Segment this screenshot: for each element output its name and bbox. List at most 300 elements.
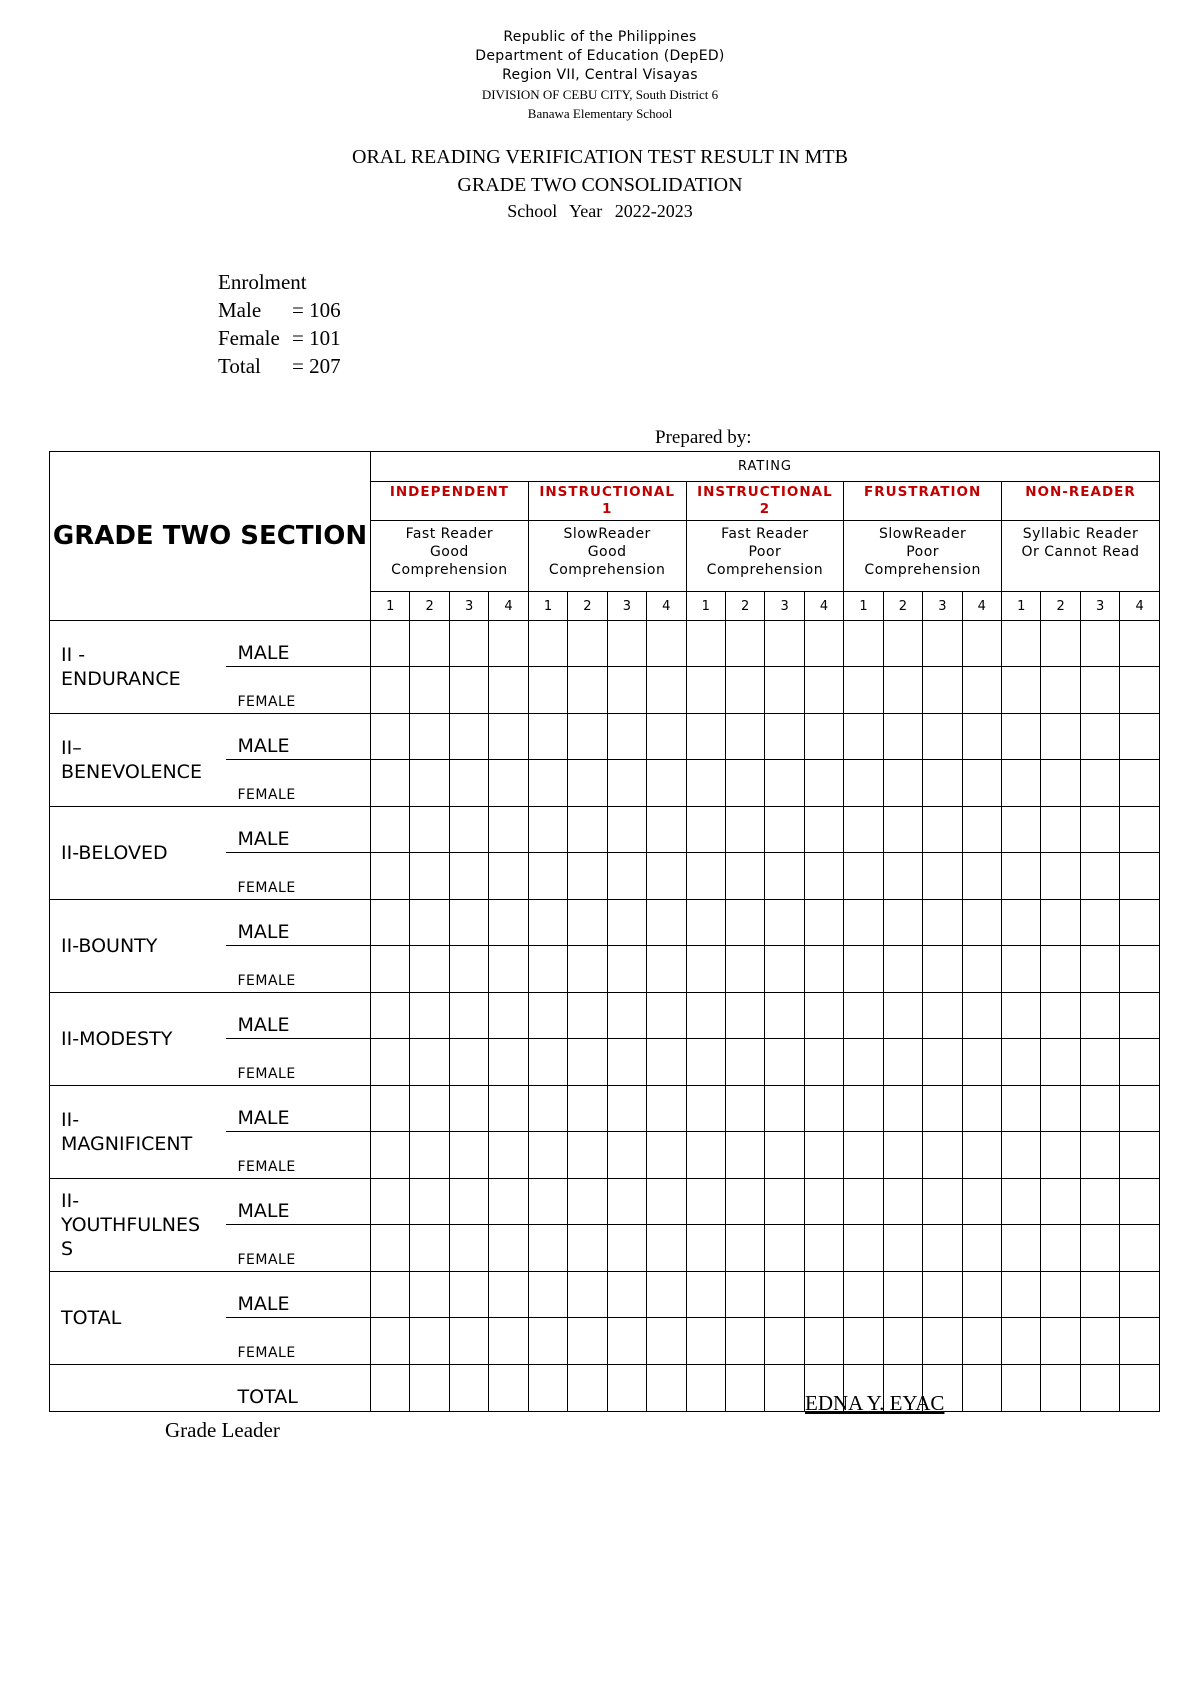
tally-cell[interactable] <box>568 667 607 714</box>
tally-cell[interactable] <box>804 621 843 667</box>
tally-cell[interactable] <box>1120 1132 1160 1179</box>
tally-cell[interactable] <box>883 946 922 993</box>
tally-cell[interactable] <box>489 853 528 900</box>
tally-cell[interactable] <box>883 993 922 1039</box>
tally-cell[interactable] <box>1002 1086 1041 1132</box>
tally-cell[interactable] <box>1080 1039 1119 1086</box>
tally-cell[interactable] <box>883 714 922 760</box>
tally-cell[interactable] <box>449 714 488 760</box>
tally-cell[interactable] <box>962 760 1001 807</box>
tally-cell[interactable] <box>528 1225 567 1272</box>
tally-cell[interactable] <box>371 1272 410 1318</box>
tally-cell[interactable] <box>449 1179 488 1225</box>
tally-cell[interactable] <box>962 900 1001 946</box>
tally-cell[interactable] <box>568 1086 607 1132</box>
tally-cell[interactable] <box>962 946 1001 993</box>
tally-cell[interactable] <box>410 1318 449 1365</box>
tally-cell[interactable] <box>962 1272 1001 1318</box>
tally-cell[interactable] <box>489 993 528 1039</box>
tally-cell[interactable] <box>725 1365 764 1412</box>
tally-cell[interactable] <box>883 667 922 714</box>
tally-cell[interactable] <box>607 807 646 853</box>
tally-cell[interactable] <box>725 1086 764 1132</box>
tally-cell[interactable] <box>568 1365 607 1412</box>
tally-cell[interactable] <box>568 1039 607 1086</box>
tally-cell[interactable] <box>647 621 686 667</box>
tally-cell[interactable] <box>1002 807 1041 853</box>
tally-cell[interactable] <box>1120 1086 1160 1132</box>
tally-cell[interactable] <box>923 946 962 993</box>
tally-cell[interactable] <box>568 807 607 853</box>
tally-cell[interactable] <box>1120 807 1160 853</box>
tally-cell[interactable] <box>489 760 528 807</box>
tally-cell[interactable] <box>607 993 646 1039</box>
tally-cell[interactable] <box>647 1179 686 1225</box>
tally-cell[interactable] <box>1120 714 1160 760</box>
tally-cell[interactable] <box>804 900 843 946</box>
tally-cell[interactable] <box>804 1179 843 1225</box>
tally-cell[interactable] <box>528 714 567 760</box>
tally-cell[interactable] <box>1120 760 1160 807</box>
tally-cell[interactable] <box>371 1132 410 1179</box>
tally-cell[interactable] <box>765 667 804 714</box>
tally-cell[interactable] <box>844 667 883 714</box>
tally-cell[interactable] <box>686 760 725 807</box>
tally-cell[interactable] <box>1041 993 1080 1039</box>
tally-cell[interactable] <box>607 1365 646 1412</box>
tally-cell[interactable] <box>568 760 607 807</box>
tally-cell[interactable] <box>489 1272 528 1318</box>
tally-cell[interactable] <box>962 667 1001 714</box>
tally-cell[interactable] <box>607 760 646 807</box>
tally-cell[interactable] <box>489 1225 528 1272</box>
tally-cell[interactable] <box>1080 1365 1119 1412</box>
tally-cell[interactable] <box>410 621 449 667</box>
tally-cell[interactable] <box>489 1179 528 1225</box>
tally-cell[interactable] <box>410 1086 449 1132</box>
tally-cell[interactable] <box>962 1179 1001 1225</box>
tally-cell[interactable] <box>686 667 725 714</box>
tally-cell[interactable] <box>568 1318 607 1365</box>
tally-cell[interactable] <box>1041 1039 1080 1086</box>
tally-cell[interactable] <box>568 714 607 760</box>
tally-cell[interactable] <box>1080 667 1119 714</box>
tally-cell[interactable] <box>568 900 607 946</box>
tally-cell[interactable] <box>804 807 843 853</box>
tally-cell[interactable] <box>883 760 922 807</box>
tally-cell[interactable] <box>371 714 410 760</box>
tally-cell[interactable] <box>371 1086 410 1132</box>
tally-cell[interactable] <box>1041 853 1080 900</box>
tally-cell[interactable] <box>1120 853 1160 900</box>
tally-cell[interactable] <box>371 1365 410 1412</box>
tally-cell[interactable] <box>844 993 883 1039</box>
tally-cell[interactable] <box>371 1225 410 1272</box>
tally-cell[interactable] <box>1120 946 1160 993</box>
tally-cell[interactable] <box>725 900 764 946</box>
tally-cell[interactable] <box>844 1318 883 1365</box>
tally-cell[interactable] <box>489 807 528 853</box>
tally-cell[interactable] <box>1080 1179 1119 1225</box>
tally-cell[interactable] <box>686 714 725 760</box>
tally-cell[interactable] <box>647 667 686 714</box>
tally-cell[interactable] <box>962 993 1001 1039</box>
tally-cell[interactable] <box>844 1225 883 1272</box>
tally-cell[interactable] <box>449 946 488 993</box>
tally-cell[interactable] <box>725 946 764 993</box>
tally-cell[interactable] <box>371 621 410 667</box>
tally-cell[interactable] <box>765 853 804 900</box>
tally-cell[interactable] <box>923 1039 962 1086</box>
tally-cell[interactable] <box>765 1086 804 1132</box>
tally-cell[interactable] <box>1041 1086 1080 1132</box>
tally-cell[interactable] <box>528 853 567 900</box>
tally-cell[interactable] <box>410 807 449 853</box>
tally-cell[interactable] <box>449 1272 488 1318</box>
tally-cell[interactable] <box>804 1318 843 1365</box>
tally-cell[interactable] <box>725 993 764 1039</box>
tally-cell[interactable] <box>765 760 804 807</box>
tally-cell[interactable] <box>923 1132 962 1179</box>
tally-cell[interactable] <box>489 1039 528 1086</box>
tally-cell[interactable] <box>489 946 528 993</box>
tally-cell[interactable] <box>923 667 962 714</box>
tally-cell[interactable] <box>1080 807 1119 853</box>
tally-cell[interactable] <box>449 1365 488 1412</box>
tally-cell[interactable] <box>568 1179 607 1225</box>
tally-cell[interactable] <box>1002 1318 1041 1365</box>
tally-cell[interactable] <box>725 807 764 853</box>
tally-cell[interactable] <box>607 900 646 946</box>
tally-cell[interactable] <box>410 1039 449 1086</box>
tally-cell[interactable] <box>883 1272 922 1318</box>
tally-cell[interactable] <box>1041 900 1080 946</box>
tally-cell[interactable] <box>489 667 528 714</box>
tally-cell[interactable] <box>1002 1272 1041 1318</box>
tally-cell[interactable] <box>528 1365 567 1412</box>
tally-cell[interactable] <box>1080 993 1119 1039</box>
tally-cell[interactable] <box>686 1086 725 1132</box>
tally-cell[interactable] <box>804 667 843 714</box>
tally-cell[interactable] <box>844 714 883 760</box>
tally-cell[interactable] <box>607 853 646 900</box>
tally-cell[interactable] <box>528 667 567 714</box>
tally-cell[interactable] <box>923 993 962 1039</box>
tally-cell[interactable] <box>844 946 883 993</box>
tally-cell[interactable] <box>607 1272 646 1318</box>
tally-cell[interactable] <box>607 1179 646 1225</box>
tally-cell[interactable] <box>1080 946 1119 993</box>
tally-cell[interactable] <box>1120 1039 1160 1086</box>
tally-cell[interactable] <box>607 1132 646 1179</box>
tally-cell[interactable] <box>449 667 488 714</box>
tally-cell[interactable] <box>607 946 646 993</box>
tally-cell[interactable] <box>410 1365 449 1412</box>
tally-cell[interactable] <box>410 946 449 993</box>
tally-cell[interactable] <box>962 1086 1001 1132</box>
tally-cell[interactable] <box>647 714 686 760</box>
tally-cell[interactable] <box>410 760 449 807</box>
tally-cell[interactable] <box>844 807 883 853</box>
tally-cell[interactable] <box>765 714 804 760</box>
tally-cell[interactable] <box>371 760 410 807</box>
tally-cell[interactable] <box>1002 667 1041 714</box>
tally-cell[interactable] <box>647 1365 686 1412</box>
tally-cell[interactable] <box>607 1318 646 1365</box>
tally-cell[interactable] <box>923 1318 962 1365</box>
tally-cell[interactable] <box>1002 1179 1041 1225</box>
tally-cell[interactable] <box>765 1132 804 1179</box>
tally-cell[interactable] <box>686 621 725 667</box>
tally-cell[interactable] <box>1080 621 1119 667</box>
tally-cell[interactable] <box>449 760 488 807</box>
tally-cell[interactable] <box>765 1365 804 1412</box>
tally-cell[interactable] <box>1002 621 1041 667</box>
tally-cell[interactable] <box>1120 993 1160 1039</box>
tally-cell[interactable] <box>528 1086 567 1132</box>
tally-cell[interactable] <box>923 714 962 760</box>
tally-cell[interactable] <box>410 1225 449 1272</box>
tally-cell[interactable] <box>725 1039 764 1086</box>
tally-cell[interactable] <box>1002 1365 1041 1412</box>
tally-cell[interactable] <box>686 1318 725 1365</box>
tally-cell[interactable] <box>844 1132 883 1179</box>
tally-cell[interactable] <box>410 1179 449 1225</box>
tally-cell[interactable] <box>371 993 410 1039</box>
tally-cell[interactable] <box>1041 1225 1080 1272</box>
tally-cell[interactable] <box>410 714 449 760</box>
tally-cell[interactable] <box>371 667 410 714</box>
tally-cell[interactable] <box>686 993 725 1039</box>
tally-cell[interactable] <box>1120 621 1160 667</box>
tally-cell[interactable] <box>686 853 725 900</box>
tally-cell[interactable] <box>1041 1179 1080 1225</box>
tally-cell[interactable] <box>371 1039 410 1086</box>
tally-cell[interactable] <box>844 853 883 900</box>
tally-cell[interactable] <box>371 853 410 900</box>
tally-cell[interactable] <box>489 1365 528 1412</box>
tally-cell[interactable] <box>449 807 488 853</box>
tally-cell[interactable] <box>923 807 962 853</box>
tally-cell[interactable] <box>410 1132 449 1179</box>
tally-cell[interactable] <box>1041 760 1080 807</box>
tally-cell[interactable] <box>1002 1132 1041 1179</box>
tally-cell[interactable] <box>489 714 528 760</box>
tally-cell[interactable] <box>923 1225 962 1272</box>
tally-cell[interactable] <box>686 1039 725 1086</box>
tally-cell[interactable] <box>528 993 567 1039</box>
tally-cell[interactable] <box>765 1272 804 1318</box>
tally-cell[interactable] <box>1002 714 1041 760</box>
tally-cell[interactable] <box>725 621 764 667</box>
tally-cell[interactable] <box>568 621 607 667</box>
tally-cell[interactable] <box>725 760 764 807</box>
tally-cell[interactable] <box>765 900 804 946</box>
tally-cell[interactable] <box>883 1318 922 1365</box>
tally-cell[interactable] <box>883 1179 922 1225</box>
tally-cell[interactable] <box>568 1132 607 1179</box>
tally-cell[interactable] <box>528 900 567 946</box>
tally-cell[interactable] <box>1120 667 1160 714</box>
tally-cell[interactable] <box>1041 946 1080 993</box>
tally-cell[interactable] <box>410 900 449 946</box>
tally-cell[interactable] <box>725 714 764 760</box>
tally-cell[interactable] <box>883 807 922 853</box>
tally-cell[interactable] <box>765 621 804 667</box>
tally-cell[interactable] <box>1080 760 1119 807</box>
tally-cell[interactable] <box>765 993 804 1039</box>
tally-cell[interactable] <box>962 1318 1001 1365</box>
tally-cell[interactable] <box>883 853 922 900</box>
tally-cell[interactable] <box>804 1272 843 1318</box>
tally-cell[interactable] <box>528 621 567 667</box>
tally-cell[interactable] <box>568 993 607 1039</box>
tally-cell[interactable] <box>528 1272 567 1318</box>
tally-cell[interactable] <box>883 621 922 667</box>
tally-cell[interactable] <box>449 1039 488 1086</box>
tally-cell[interactable] <box>725 1179 764 1225</box>
tally-cell[interactable] <box>1041 1318 1080 1365</box>
tally-cell[interactable] <box>371 946 410 993</box>
tally-cell[interactable] <box>647 853 686 900</box>
tally-cell[interactable] <box>1080 853 1119 900</box>
tally-cell[interactable] <box>568 853 607 900</box>
tally-cell[interactable] <box>1120 1272 1160 1318</box>
tally-cell[interactable] <box>844 760 883 807</box>
tally-cell[interactable] <box>725 1132 764 1179</box>
tally-cell[interactable] <box>962 1225 1001 1272</box>
tally-cell[interactable] <box>449 993 488 1039</box>
tally-cell[interactable] <box>923 1086 962 1132</box>
tally-cell[interactable] <box>449 1225 488 1272</box>
tally-cell[interactable] <box>1002 853 1041 900</box>
tally-cell[interactable] <box>607 1086 646 1132</box>
tally-cell[interactable] <box>844 1179 883 1225</box>
tally-cell[interactable] <box>371 900 410 946</box>
tally-cell[interactable] <box>804 760 843 807</box>
tally-cell[interactable] <box>489 1086 528 1132</box>
tally-cell[interactable] <box>1041 667 1080 714</box>
tally-cell[interactable] <box>1002 1039 1041 1086</box>
tally-cell[interactable] <box>1120 900 1160 946</box>
tally-cell[interactable] <box>765 1225 804 1272</box>
tally-cell[interactable] <box>686 1179 725 1225</box>
tally-cell[interactable] <box>686 1225 725 1272</box>
tally-cell[interactable] <box>844 1086 883 1132</box>
tally-cell[interactable] <box>923 760 962 807</box>
tally-cell[interactable] <box>962 1132 1001 1179</box>
tally-cell[interactable] <box>1002 900 1041 946</box>
tally-cell[interactable] <box>528 1318 567 1365</box>
tally-cell[interactable] <box>528 1179 567 1225</box>
tally-cell[interactable] <box>647 1318 686 1365</box>
tally-cell[interactable] <box>725 667 764 714</box>
tally-cell[interactable] <box>804 946 843 993</box>
tally-cell[interactable] <box>528 760 567 807</box>
tally-cell[interactable] <box>410 853 449 900</box>
tally-cell[interactable] <box>962 807 1001 853</box>
tally-cell[interactable] <box>883 1132 922 1179</box>
tally-cell[interactable] <box>489 1132 528 1179</box>
tally-cell[interactable] <box>371 807 410 853</box>
tally-cell[interactable] <box>1080 1318 1119 1365</box>
tally-cell[interactable] <box>647 760 686 807</box>
tally-cell[interactable] <box>962 1039 1001 1086</box>
tally-cell[interactable] <box>804 853 843 900</box>
tally-cell[interactable] <box>647 946 686 993</box>
tally-cell[interactable] <box>923 853 962 900</box>
tally-cell[interactable] <box>410 1272 449 1318</box>
tally-cell[interactable] <box>647 1132 686 1179</box>
tally-cell[interactable] <box>686 946 725 993</box>
tally-cell[interactable] <box>568 946 607 993</box>
tally-cell[interactable] <box>1080 1132 1119 1179</box>
tally-cell[interactable] <box>1041 1272 1080 1318</box>
tally-cell[interactable] <box>647 993 686 1039</box>
tally-cell[interactable] <box>923 1272 962 1318</box>
tally-cell[interactable] <box>489 1318 528 1365</box>
tally-cell[interactable] <box>923 621 962 667</box>
tally-cell[interactable] <box>1120 1225 1160 1272</box>
tally-cell[interactable] <box>686 1132 725 1179</box>
tally-cell[interactable] <box>804 993 843 1039</box>
tally-cell[interactable] <box>844 1039 883 1086</box>
tally-cell[interactable] <box>647 1039 686 1086</box>
tally-cell[interactable] <box>765 946 804 993</box>
tally-cell[interactable] <box>371 1318 410 1365</box>
tally-cell[interactable] <box>686 900 725 946</box>
tally-cell[interactable] <box>1041 1132 1080 1179</box>
tally-cell[interactable] <box>647 1086 686 1132</box>
tally-cell[interactable] <box>804 714 843 760</box>
tally-cell[interactable] <box>883 1086 922 1132</box>
tally-cell[interactable] <box>725 1318 764 1365</box>
tally-cell[interactable] <box>1002 1225 1041 1272</box>
tally-cell[interactable] <box>686 807 725 853</box>
tally-cell[interactable] <box>962 621 1001 667</box>
tally-cell[interactable] <box>804 1225 843 1272</box>
tally-cell[interactable] <box>804 1039 843 1086</box>
tally-cell[interactable] <box>1080 900 1119 946</box>
tally-cell[interactable] <box>489 621 528 667</box>
tally-cell[interactable] <box>528 807 567 853</box>
tally-cell[interactable] <box>1080 1225 1119 1272</box>
tally-cell[interactable] <box>1120 1318 1160 1365</box>
tally-cell[interactable] <box>883 1225 922 1272</box>
tally-cell[interactable] <box>962 1365 1001 1412</box>
tally-cell[interactable] <box>844 900 883 946</box>
tally-cell[interactable] <box>647 1225 686 1272</box>
tally-cell[interactable] <box>883 900 922 946</box>
tally-cell[interactable] <box>883 1039 922 1086</box>
tally-cell[interactable] <box>410 667 449 714</box>
tally-cell[interactable] <box>1120 1365 1160 1412</box>
tally-cell[interactable] <box>1041 807 1080 853</box>
tally-cell[interactable] <box>765 807 804 853</box>
tally-cell[interactable] <box>568 1225 607 1272</box>
tally-cell[interactable] <box>410 993 449 1039</box>
tally-cell[interactable] <box>962 853 1001 900</box>
tally-cell[interactable] <box>923 1179 962 1225</box>
tally-cell[interactable] <box>1120 1179 1160 1225</box>
tally-cell[interactable] <box>1080 1086 1119 1132</box>
tally-cell[interactable] <box>449 900 488 946</box>
tally-cell[interactable] <box>765 1318 804 1365</box>
tally-cell[interactable] <box>449 1086 488 1132</box>
tally-cell[interactable] <box>489 900 528 946</box>
tally-cell[interactable] <box>765 1179 804 1225</box>
tally-cell[interactable] <box>1041 621 1080 667</box>
